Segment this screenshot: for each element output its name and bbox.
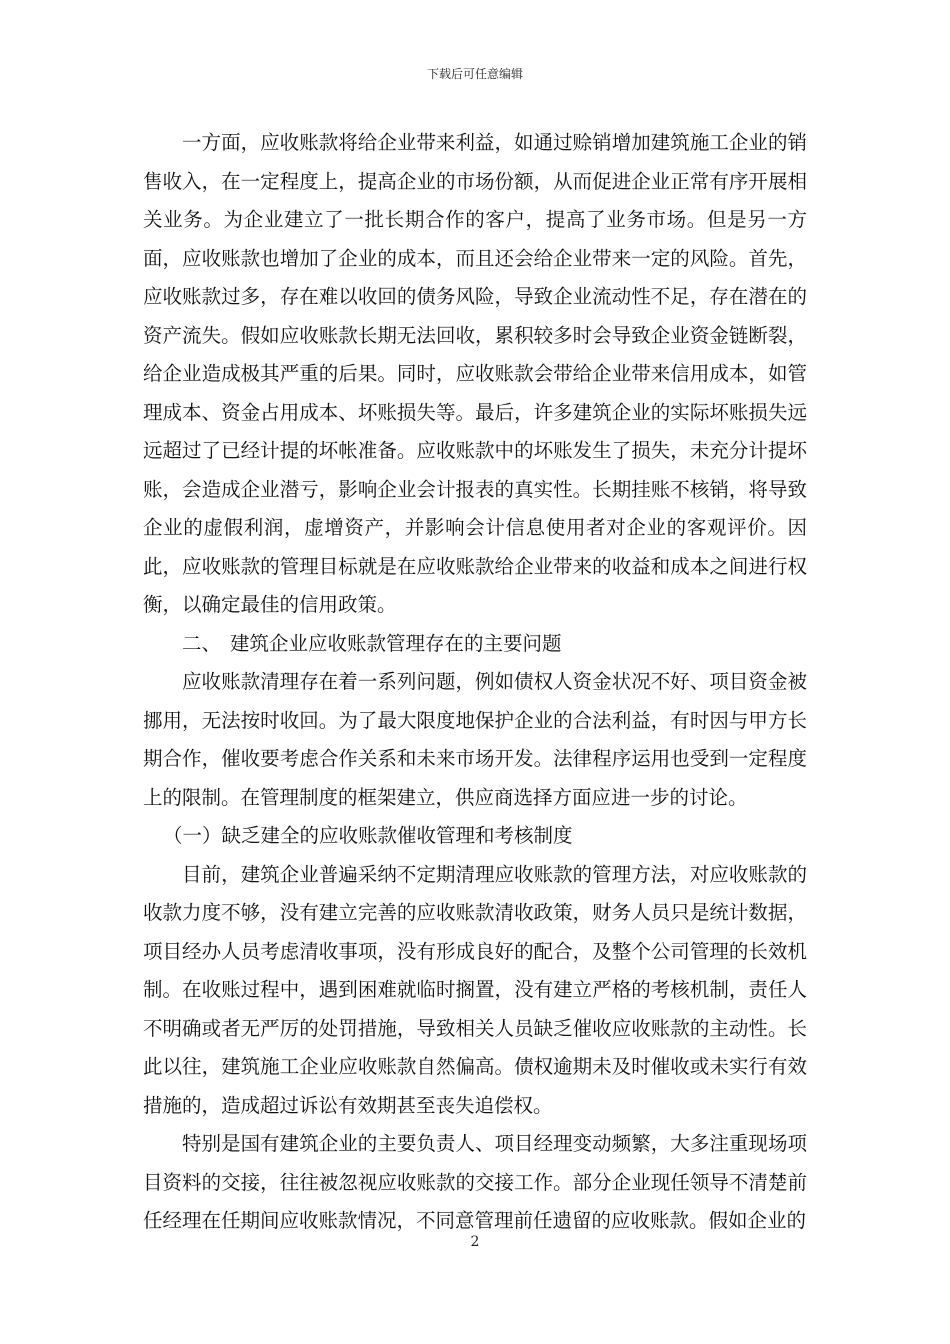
page-header: 下载后可任意编辑 [426, 67, 523, 81]
subsection-heading-1: （一）缺乏建全的应收账款催收管理和考核制度 [163, 824, 573, 847]
paragraph-state-owned-enterprises: 特别是国有建筑企业的主要负责人、项目经理变动频繁，大多注重现场项目资料的交接，往往被忽视应收账款的交接工作。部分企业现任领导不清楚前任经理在任期间应收账款情况，不同意管理前任遗留的应收账款。假如企业的 [143, 1132, 807, 1232]
document-body [143, 124, 807, 1241]
section-title: 建筑企业应收账款管理存在的主要问题 [230, 631, 562, 655]
section-heading-2 [143, 625, 807, 664]
paragraph-current-practice: 目前，建筑企业普遍采纳不定期清理应收账款的管理方法，对应收账款的收款力度不够，没有建立完善的应收账款清收政策，财务人员只是统计数据，项目经办人员考虑清收事项，没有形成良好的配合，及整个公司管理的长效机制。在收账过程中，遇到困难就临时搁置，没有建立严格的考核机制，责任人不明确或者无严厉的处罚措施，导致相关人员缺乏催收应收账款的主动性。长此以往，建筑施工企业应收账款自然偏高。债权逾期未及时催收或未实行有效措施的，造成超过诉讼有效期甚至丧失追偿权。 [143, 862, 807, 1117]
paragraph-receivables-pros-cons: 一方面，应收账款将给企业带来利益，如通过赊销增加建筑施工企业的销售收入，在一定程度上，提高企业的市场份额，从而促进企业正常有序开展相关业务。为企业建立了一批长期合作的客户，提高了业务市场。但是另一方面，应收账款也增加了企业的成本，而且还会给企业带来一定的风险。首先，应收账款过多，存在难以收回的债务风险，导致企业流动性不足，存在潜在的资产流失。假如应收账款长期无法回收，累积较多时会导致企业资金链断裂，给企业造成极其严重的后果。同时，应收账款会带给企业带来信用成本，如管理成本、资金占用成本、坏账损失等。最后，许多建筑企业的实际坏账损失远远超过了已经计提的坏帐准备。应收账款中的坏账发生了损失，未充分计提坏账，会造成企业潜亏，影响企业会计报表的真实性。长期挂账不核销，将导致企业的虚假利润，虚增资产，并影响会计信息使用者对企业的客观评价。因此，应收账款的管理目标就是在应收账款给企业带来的收益和成本之间进行权衡，以确定最佳的信用政策。 [143, 131, 807, 616]
section-number: 二、 [182, 631, 222, 655]
paragraph-clearing-problems: 应收账款清理存在着一系列问题，例如债权人资金状况不好、项目资金被挪用，无法按时收回。为了最大限度地保护企业的合法利益，有时因与甲方长期合作，催收要考虑合作关系和未来市场开发。法律程序运用也受到一定程度上的限制。在管理制度的框架建立，供应商选择方面应进一步的讨论。 [143, 670, 807, 809]
page-number: 2 [470, 1234, 480, 1250]
